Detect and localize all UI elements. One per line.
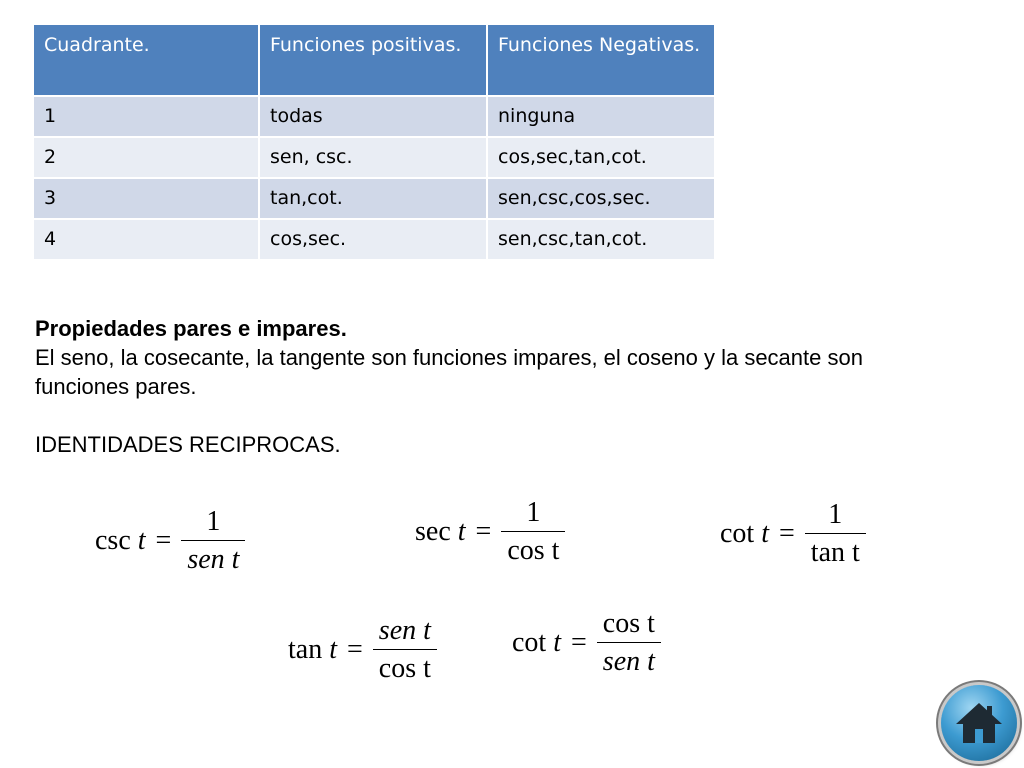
- home-icon: [954, 700, 1004, 746]
- numerator: 1: [526, 497, 541, 528]
- identities-heading: IDENTIDADES RECIPROCAS.: [35, 432, 341, 457]
- cell-negative: sen,csc,cos,sec.: [488, 179, 714, 218]
- cell-positive: todas: [260, 97, 486, 136]
- denominator: cos t: [373, 649, 437, 685]
- numerator: 1: [828, 499, 843, 530]
- numerator: sen t: [378, 615, 431, 646]
- formula-lhs: csc t: [95, 525, 146, 556]
- properties-body: El seno, la cosecante, la tangente son funciones impares, el coseno y la secante son funciones pares.: [35, 345, 863, 399]
- formula-cot-reciprocal: [720, 499, 866, 569]
- home-button[interactable]: [941, 685, 1017, 761]
- cell-negative: cos,sec,tan,cot.: [488, 138, 714, 177]
- formula-lhs: sec t: [415, 516, 466, 547]
- cell-quadrant: 2: [34, 138, 258, 177]
- properties-heading: Propiedades pares e impares.: [35, 316, 347, 341]
- formula-lhs: cot t: [720, 518, 769, 549]
- fraction: [597, 608, 661, 678]
- fraction: [181, 506, 245, 576]
- text-block: [35, 314, 935, 459]
- table-row: [34, 220, 714, 259]
- table-row: [34, 179, 714, 218]
- fraction: [501, 497, 565, 567]
- header-quadrant: Cuadrante.: [34, 25, 258, 95]
- table-header-row: [34, 25, 714, 95]
- cell-positive: cos,sec.: [260, 220, 486, 259]
- table-row: [34, 138, 714, 177]
- equals-sign: =: [475, 516, 492, 547]
- denominator: sen t: [181, 540, 245, 576]
- denominator: sen t: [597, 642, 661, 678]
- header-positive-functions: Funciones positivas.: [260, 25, 486, 95]
- formula-csc: [95, 506, 245, 576]
- denominator: tan t: [805, 533, 866, 569]
- equals-sign: =: [779, 518, 795, 549]
- formula-sec: [415, 497, 565, 567]
- table-row: [34, 97, 714, 136]
- numerator: 1: [206, 506, 221, 537]
- formula-lhs: cot t: [512, 627, 561, 658]
- quadrant-sign-table: [32, 23, 716, 261]
- equals-sign: =: [571, 627, 587, 658]
- equals-sign: =: [155, 525, 172, 556]
- cell-positive: tan,cot.: [260, 179, 486, 218]
- fraction: [805, 499, 866, 569]
- cell-quadrant: 3: [34, 179, 258, 218]
- cell-positive: sen, csc.: [260, 138, 486, 177]
- cell-quadrant: 4: [34, 220, 258, 259]
- formula-cot-quotient: [512, 608, 661, 678]
- cell-negative: ninguna: [488, 97, 714, 136]
- header-negative-functions: Funciones Negativas.: [488, 25, 714, 95]
- numerator: cos t: [602, 608, 655, 639]
- cell-quadrant: 1: [34, 97, 258, 136]
- equals-sign: =: [347, 634, 363, 665]
- formula-tan-quotient: [288, 615, 437, 685]
- cell-negative: sen,csc,tan,cot.: [488, 220, 714, 259]
- denominator: cos t: [501, 531, 565, 567]
- fraction: [373, 615, 437, 685]
- formula-lhs: tan t: [288, 634, 337, 665]
